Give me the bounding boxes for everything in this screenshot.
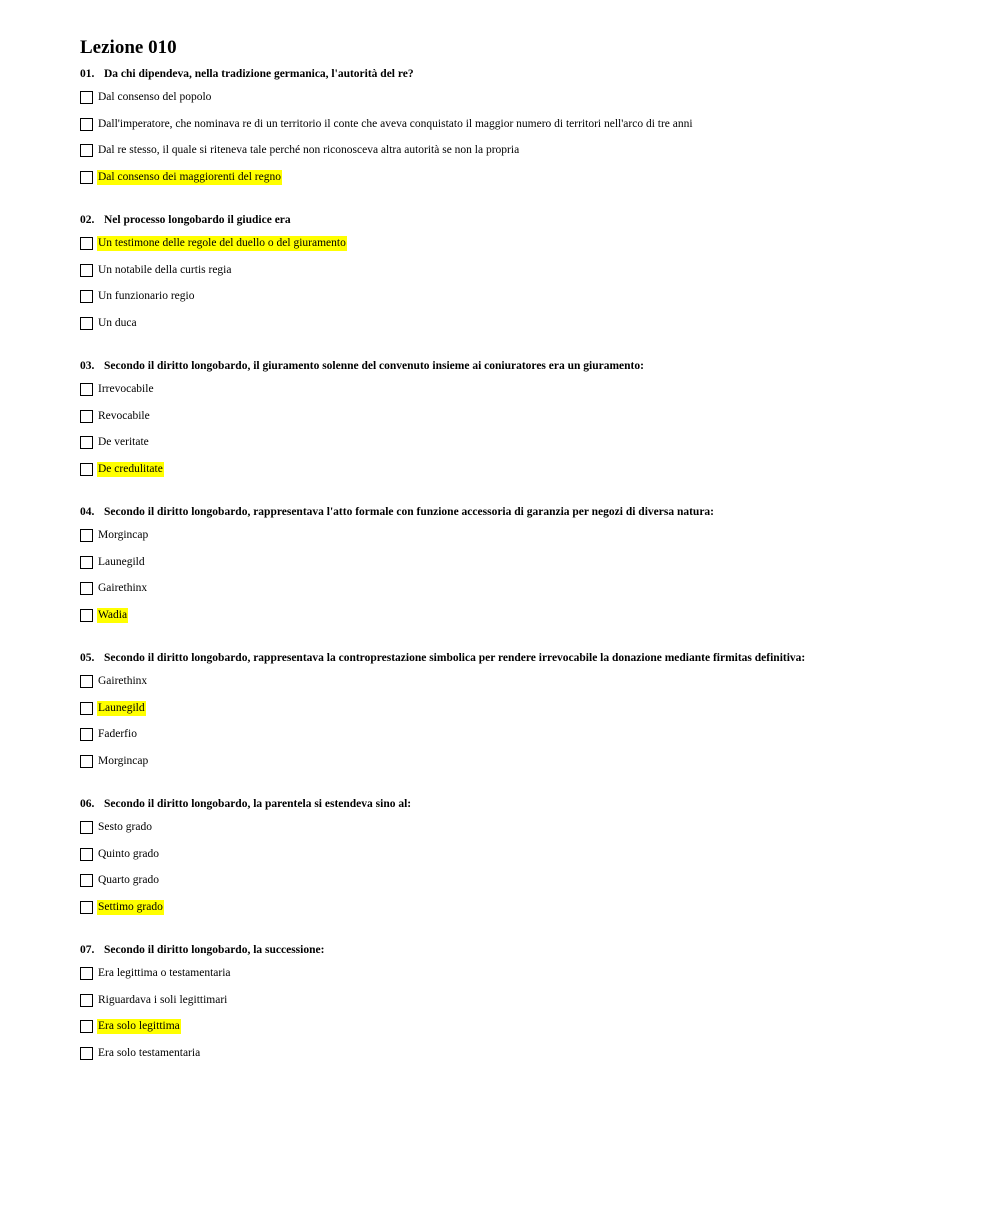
question-block [80,943,960,1072]
answer-label: Quarto grado [98,874,159,886]
answer-checkbox[interactable] [80,317,93,330]
question-number: 02. [80,214,95,226]
answer-label: Un funzionario regio [98,290,195,302]
question-list [80,67,960,1072]
answer-checkbox[interactable] [80,237,93,250]
answer-option[interactable] [80,316,960,343]
answer-label: Quinto grado [98,847,160,860]
answer-label: De veritate [98,436,149,448]
answer-checkbox[interactable] [80,609,93,622]
answer-option[interactable] [80,581,960,608]
answer-label: Faderfio [98,728,137,740]
answer-option[interactable] [80,555,960,582]
answer-checkbox[interactable] [80,91,93,104]
question-prompt: Da chi dipendeva, nella tradizione germanica, l'autorità del re? [104,68,414,80]
answer-label: Era solo testamentaria [98,1046,201,1059]
answer-label-highlighted: De credulitate [98,462,163,475]
question-block [80,797,960,926]
answer-label: Morgincap [98,529,149,541]
answer-option[interactable] [80,873,960,900]
answer-checkbox[interactable] [80,994,93,1007]
answer-label-highlighted: Era solo legittima [98,1020,180,1032]
answer-label-highlighted: Launegild [98,701,145,714]
answer-label: Launegild [98,555,145,568]
question-text [80,67,960,81]
answer-option[interactable] [80,847,960,874]
answer-checkbox[interactable] [80,264,93,277]
question-prompt: Secondo il diritto longobardo, rappresentava l'atto formale con funzione accessoria di garanzia per negozi di diversa natura: [104,506,714,518]
answer-option[interactable] [80,117,960,144]
answer-checkbox[interactable] [80,582,93,595]
answer-label: Dall'imperatore, che nominava re di un territorio il conte che aveva conquistato il maggior numero di territori nell'arco di tre anni [98,117,693,130]
answer-checkbox[interactable] [80,290,93,303]
answer-checkbox[interactable] [80,144,93,157]
answer-label: Un duca [98,316,137,329]
answer-option[interactable] [80,966,960,993]
answer-option[interactable] [80,674,960,701]
answer-checkbox[interactable] [80,728,93,741]
answer-label: Gairethinx [98,582,148,594]
question-text [80,943,960,957]
answer-label: Riguardava i soli legittimari [98,993,228,1006]
answer-checkbox[interactable] [80,821,93,834]
question-text [80,651,960,665]
question-text [80,359,960,373]
answer-label-highlighted: Wadia [98,608,128,621]
answer-checkbox[interactable] [80,1047,93,1060]
answer-checkbox[interactable] [80,383,93,396]
question-text [80,213,960,227]
answer-checkbox[interactable] [80,529,93,542]
question-prompt: Secondo il diritto longobardo, rappresentava la controprestazione simbolica per rendere irrevocabile la donazione mediante firmitas definitiva: [104,652,806,664]
answer-option[interactable] [80,754,960,781]
document-page [80,36,960,1089]
page-title: Lezione 010 [80,37,177,58]
question-number: 01. [80,68,95,80]
answer-option[interactable] [80,701,960,728]
answer-label: Gairethinx [98,675,148,687]
answer-option[interactable] [80,900,960,927]
question-prompt: Secondo il diritto longobardo, la successione: [104,944,325,956]
answer-option[interactable] [80,263,960,290]
question-prompt: Nel processo longobardo il giudice era [104,214,291,226]
answer-checkbox[interactable] [80,436,93,449]
answer-checkbox[interactable] [80,556,93,569]
answer-checkbox[interactable] [80,755,93,768]
answer-option[interactable] [80,435,960,462]
question-number: 05. [80,652,95,664]
question-number: 03. [80,360,95,372]
question-block [80,67,960,196]
answer-option[interactable] [80,289,960,316]
question-text [80,797,960,811]
question-block [80,359,960,488]
question-text [80,505,960,519]
question-number: 06. [80,798,95,810]
answer-option[interactable] [80,1019,960,1046]
answer-checkbox[interactable] [80,171,93,184]
answer-option[interactable] [80,993,960,1020]
answer-option[interactable] [80,820,960,847]
question-prompt: Secondo il diritto longobardo, la parentela si estendeva sino al: [104,798,412,810]
answer-option[interactable] [80,462,960,489]
answer-checkbox[interactable] [80,118,93,131]
answer-checkbox[interactable] [80,463,93,476]
answer-checkbox[interactable] [80,967,93,980]
answer-checkbox[interactable] [80,1020,93,1033]
question-block [80,213,960,342]
question-number: 07. [80,944,95,956]
answer-option[interactable] [80,727,960,754]
answer-label-highlighted: Un testimone delle regole del duello o del giuramento [98,237,346,249]
answer-checkbox[interactable] [80,848,93,861]
answer-option[interactable] [80,382,960,409]
answer-option[interactable] [80,1046,960,1073]
answer-label: Era legittima o testamentaria [98,967,231,979]
answer-option[interactable] [80,90,960,117]
question-block [80,651,960,780]
answer-option[interactable] [80,528,960,555]
question-block [80,505,960,634]
answer-label: Un notabile della curtis regia [98,263,232,276]
answer-label: Dal consenso del popolo [98,91,212,103]
answer-checkbox[interactable] [80,410,93,423]
answer-option[interactable] [80,608,960,635]
answer-option[interactable] [80,170,960,197]
question-number: 04. [80,506,95,518]
answer-label: Irrevocabile [98,383,154,395]
answer-label: Morgincap [98,754,149,767]
question-prompt: Secondo il diritto longobardo, il giuramento solenne del convenuto insieme ai coniuratores era un giuramento: [104,360,644,372]
answer-checkbox[interactable] [80,702,93,715]
answer-checkbox[interactable] [80,675,93,688]
answer-label: Dal re stesso, il quale si riteneva tale perché non riconosceva altra autorità se non la propria [98,144,520,156]
answer-checkbox[interactable] [80,901,93,914]
answer-option[interactable] [80,409,960,436]
answer-checkbox[interactable] [80,874,93,887]
answer-label-highlighted: Settimo grado [98,900,163,913]
answer-option[interactable] [80,236,960,263]
answer-label: Sesto grado [98,821,152,833]
answer-label: Revocabile [98,409,150,422]
answer-label-highlighted: Dal consenso dei maggiorenti del regno [98,170,281,183]
answer-option[interactable] [80,143,960,170]
